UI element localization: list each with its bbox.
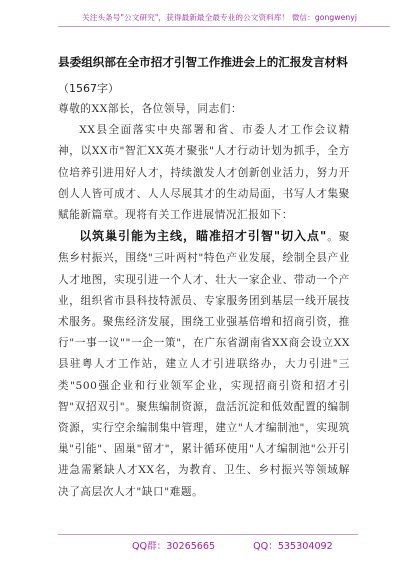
page-header [0, 0, 408, 44]
document-body [58, 99, 350, 503]
section-paragraph [58, 226, 350, 503]
section-heading: 以筑巢引能为主线，瞄准招才引智"切入点" [79, 229, 327, 244]
footer-divider [58, 534, 358, 535]
footer-qq: QQ：535304092 [253, 541, 333, 552]
footer-qq-group: QQ群：30265665 [132, 541, 216, 552]
footer-contacts [132, 538, 333, 552]
word-count: （1567字） [58, 82, 119, 95]
page-footer [0, 530, 408, 560]
header-banner: 关注头条号"公文研究"，获得最新最全最专业的公文资料库！ 微信：gongwenyj [82, 13, 358, 22]
intro-paragraph: XX县全面落实中央部署和省、市委人才工作会议精神，以XX市"智汇XX英才聚张"人才行动计划为抓手，全方位培养引进用好人才，持续激发人才创新创业活力，努力开创人人皆可成才、人人尽展其才的生动局面，书写人才集聚赋能新篇章。现将有关工作进展情况汇报如下： [58, 124, 350, 222]
salutation: 尊敬的XX部长，各位领导，同志们： [58, 103, 243, 115]
header-divider [58, 26, 390, 27]
document-title: 县委组织部在全市招才引智工作推进会上的汇报发言材料 [58, 55, 348, 69]
section-body: 。聚焦乡村振兴，围绕"三叶两村"特色产业发展，绘制全县产业人才地图，实现引进一个人才、壮大一家企业、带动一个产业，组织省市县科技特派员、专家服务团到基层一线开展技术服务。聚焦经济发展，围绕工业强基倍增和招商引资，推行"一事一议""一企一策"，在广东省湖南省XX商会设立XX县驻粤人才工作站，建立人才引进联络办，大力引进"三类"500强企业和行业领军企业，实现招商引资和招才引智"双招双引"。聚焦编制资源，盘活沉淀和低效配置的编制资源，实行空余编制集中管理，建立"人才编制池"，实现筑巢"引能"、固巢"留才"，累计循环使用"人才编制池"公开引进急需紧缺人才XX名，为教育、卫生、乡村振兴等领域解决了高层次人才"缺口"难题。 [58, 231, 350, 498]
